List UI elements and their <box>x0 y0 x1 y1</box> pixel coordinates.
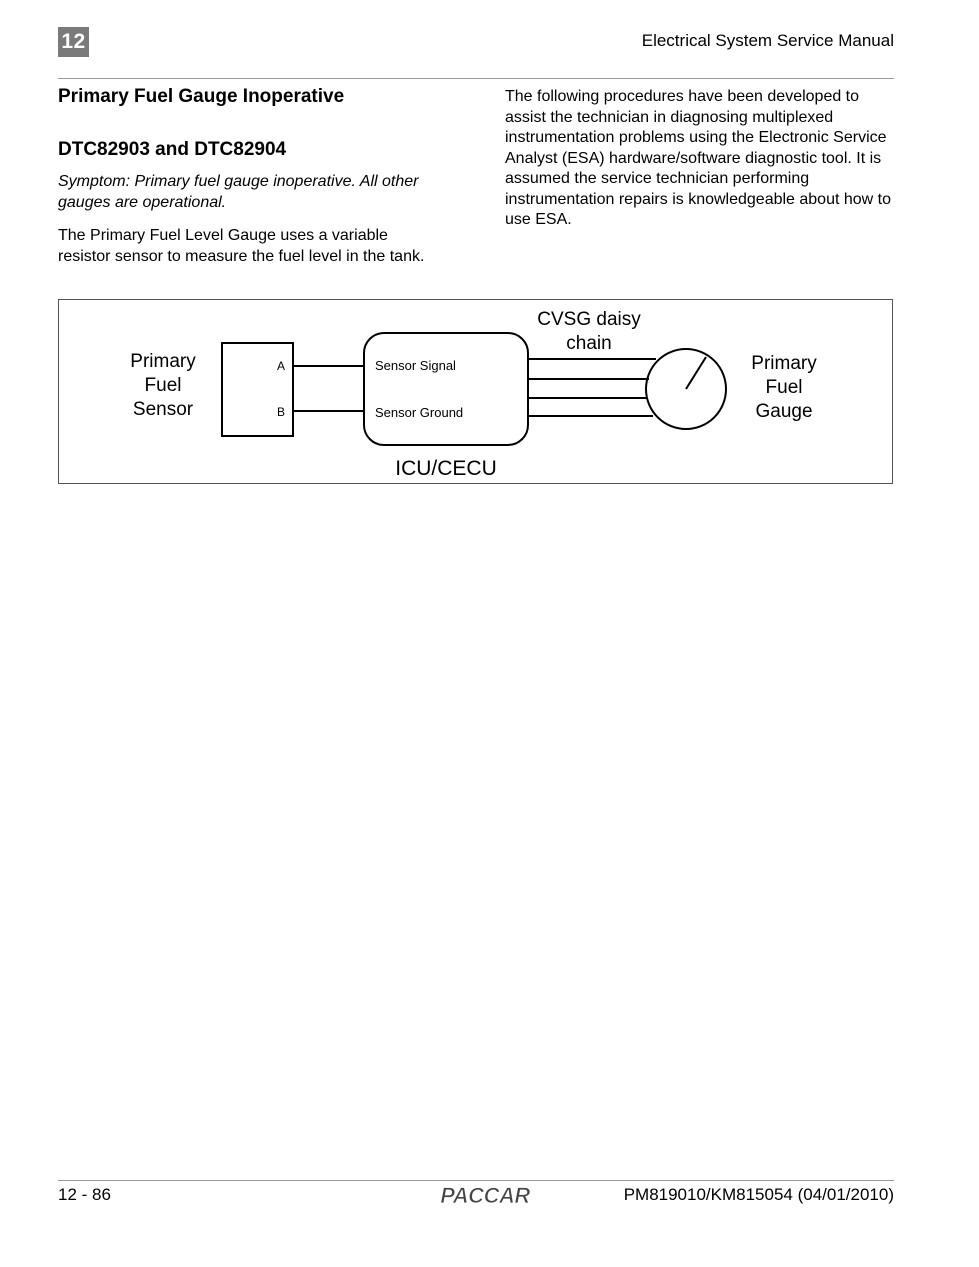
paccar-logo <box>432 1183 538 1212</box>
gauge-label-line-2: Fuel <box>765 377 803 398</box>
pin-b-label: B <box>277 405 286 419</box>
controller-label: ICU/CECU <box>395 457 497 480</box>
intro-text: The following procedures have been developed to assist the technician in diagnosing multiplexed instrumentation problems using the Electronic Service Analyst (ESA) hardware/software diagnostic tool. It is assumed the service technician performing instrumentation repairs is knowledgeable about how to use ESA. <box>505 88 892 228</box>
pin-a-label: A <box>277 359 286 373</box>
wiring-diagram-svg <box>59 300 892 483</box>
body-text: The Primary Fuel Level Gauge uses a variable resistor sensor to measure the fuel level in the tank. <box>58 227 425 265</box>
gauge-label-line-1: Primary <box>751 353 817 374</box>
footer-rule <box>58 1180 894 1181</box>
chain-label-line-2: chain <box>566 333 612 354</box>
document-id: PM819010/KM815054 (04/01/2010) <box>623 1185 894 1204</box>
sensor-box <box>222 343 293 436</box>
symptom-text: Symptom: Primary fuel gauge inoperative. All other gauges are operational. <box>58 173 419 211</box>
manual-title: Electrical System Service Manual <box>641 31 894 50</box>
sensor-ground-label: Sensor Ground <box>375 405 464 420</box>
page-number: 12 - 86 <box>58 1185 111 1204</box>
chapter-badge: 12 <box>58 27 89 57</box>
gauge-label-line-3: Gauge <box>755 401 813 422</box>
section-heading: Primary Fuel Gauge Inoperative <box>58 86 345 107</box>
wiring-diagram <box>58 299 893 484</box>
gauge-needle-icon <box>686 357 706 389</box>
paccar-logo-svg <box>432 1183 538 1207</box>
left-column <box>58 86 438 267</box>
sensor-label-line-1: Primary <box>130 351 196 372</box>
sensor-signal-label: Sensor Signal <box>375 358 456 373</box>
sensor-label-line-2: Fuel <box>144 375 182 396</box>
controller-box <box>364 333 528 445</box>
right-column <box>505 87 900 231</box>
header-rule <box>58 78 894 79</box>
paccar-logo-text: PACCAR <box>440 1183 530 1207</box>
chain-label-line-1: CVSG daisy <box>537 309 641 330</box>
dtc-heading: DTC82903 and DTC82904 <box>58 139 287 160</box>
sensor-label-line-3: Sensor <box>132 399 194 420</box>
